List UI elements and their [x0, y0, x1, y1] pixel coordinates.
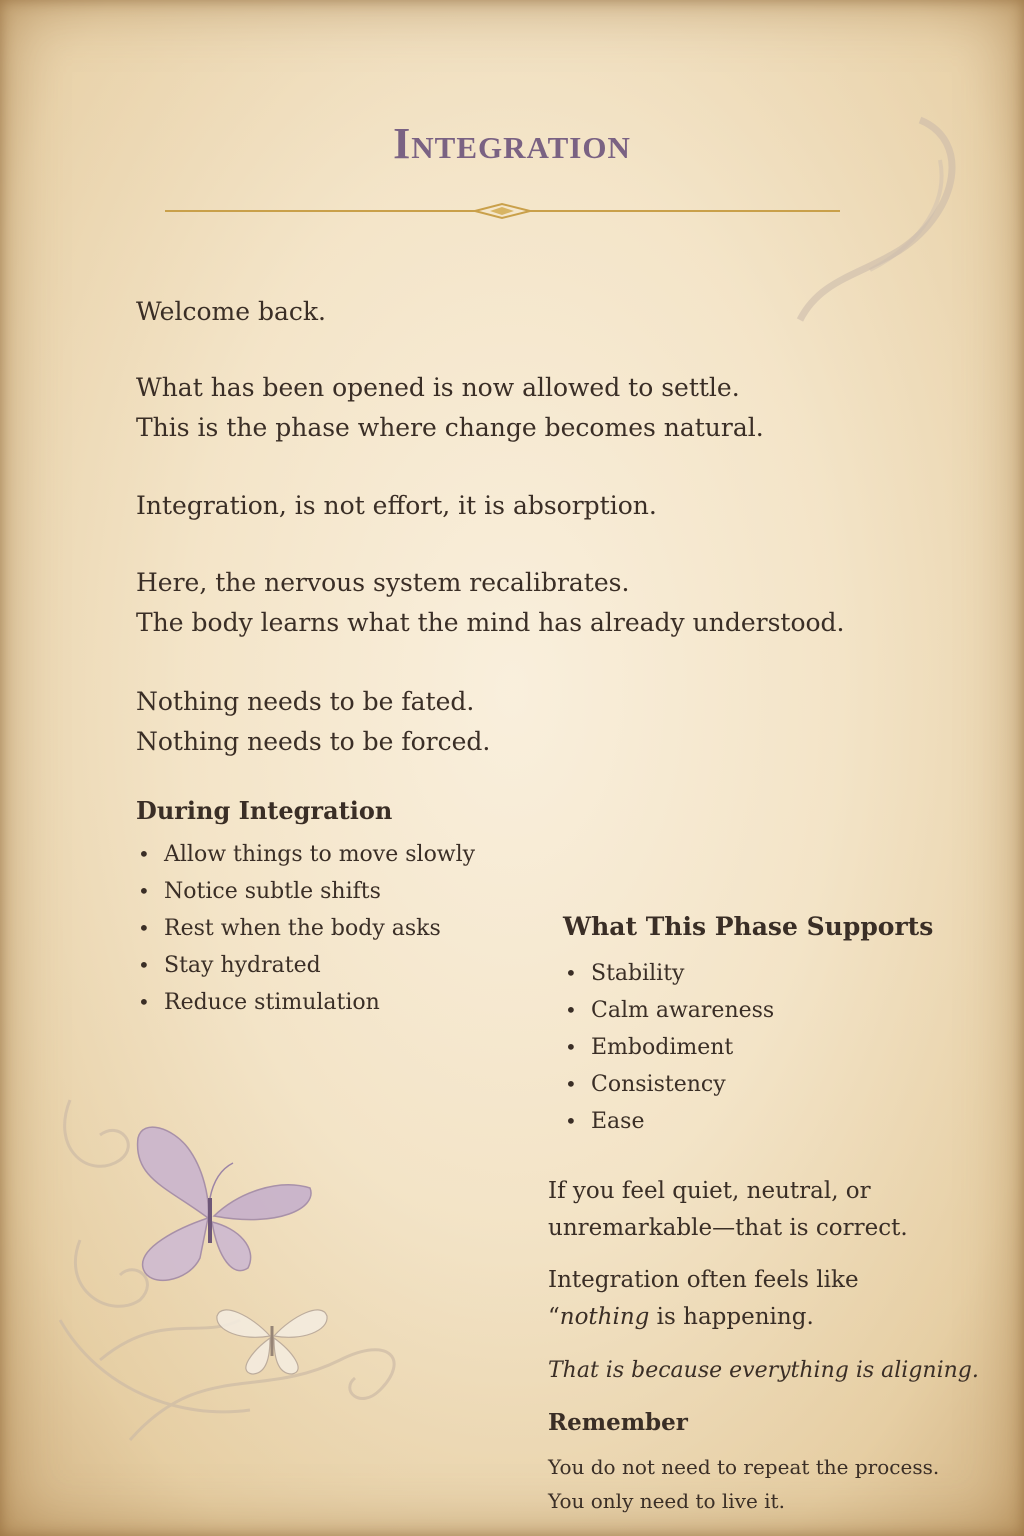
list-item: • Embodiment	[563, 1029, 963, 1066]
list-item: • Stability	[563, 955, 963, 992]
during-heading: During Integration	[136, 796, 393, 825]
supports-heading: What This Phase Supports	[563, 912, 934, 941]
feels-line-2	[548, 1299, 814, 1336]
list-item: • Allow things to move slowly	[136, 836, 536, 873]
nothing-line-2: Nothing needs to be forced.	[136, 727, 491, 756]
list-item: • Stay hydrated	[136, 947, 536, 984]
nervous-line-1: Here, the nervous system recalibrates.	[136, 568, 630, 597]
quiet-line-1: If you feel quiet, neutral, or	[548, 1178, 871, 1204]
list-item: • Calm awareness	[563, 992, 963, 1029]
feels-suffix: is happening.	[649, 1304, 814, 1330]
feels-line-1: Integration often feels like	[548, 1267, 859, 1293]
page-title: Integration	[393, 119, 631, 168]
supports-list	[563, 955, 963, 1140]
butterfly-small-icon	[212, 1296, 332, 1376]
list-item: • Reduce stimulation	[136, 984, 536, 1021]
nothing-emphasis: nothing	[559, 1304, 650, 1330]
quiet-line-2: unremarkable—that is correct.	[548, 1215, 908, 1241]
list-item: • Rest when the body asks	[136, 910, 536, 947]
butterfly-large-icon	[128, 1118, 318, 1293]
settle-line-1: What has been opened is now allowed to settle.	[136, 373, 740, 402]
absorption-text: Integration, is not effort, it is absorption.	[136, 491, 657, 520]
title-divider	[165, 202, 840, 220]
open-quote: “	[548, 1304, 560, 1330]
settle-line-2: This is the phase where change becomes natural.	[136, 413, 764, 442]
list-item: • Ease	[563, 1103, 963, 1140]
list-item: • Consistency	[563, 1066, 963, 1103]
nothing-line-1: Nothing needs to be fated.	[136, 687, 475, 716]
nervous-line-2: The body learns what the mind has already understood.	[136, 608, 845, 637]
floral-swirl-ornament	[40, 1060, 440, 1480]
remember-heading: Remember	[548, 1409, 688, 1436]
aligning-text: That is because everything is aligning.	[548, 1358, 979, 1383]
list-item: • Notice subtle shifts	[136, 873, 536, 910]
remember-line-1: You do not need to repeat the process.	[548, 1455, 940, 1479]
during-list	[136, 836, 536, 1021]
welcome-text: Welcome back.	[136, 297, 326, 326]
remember-line-2: You only need to live it.	[548, 1489, 785, 1513]
